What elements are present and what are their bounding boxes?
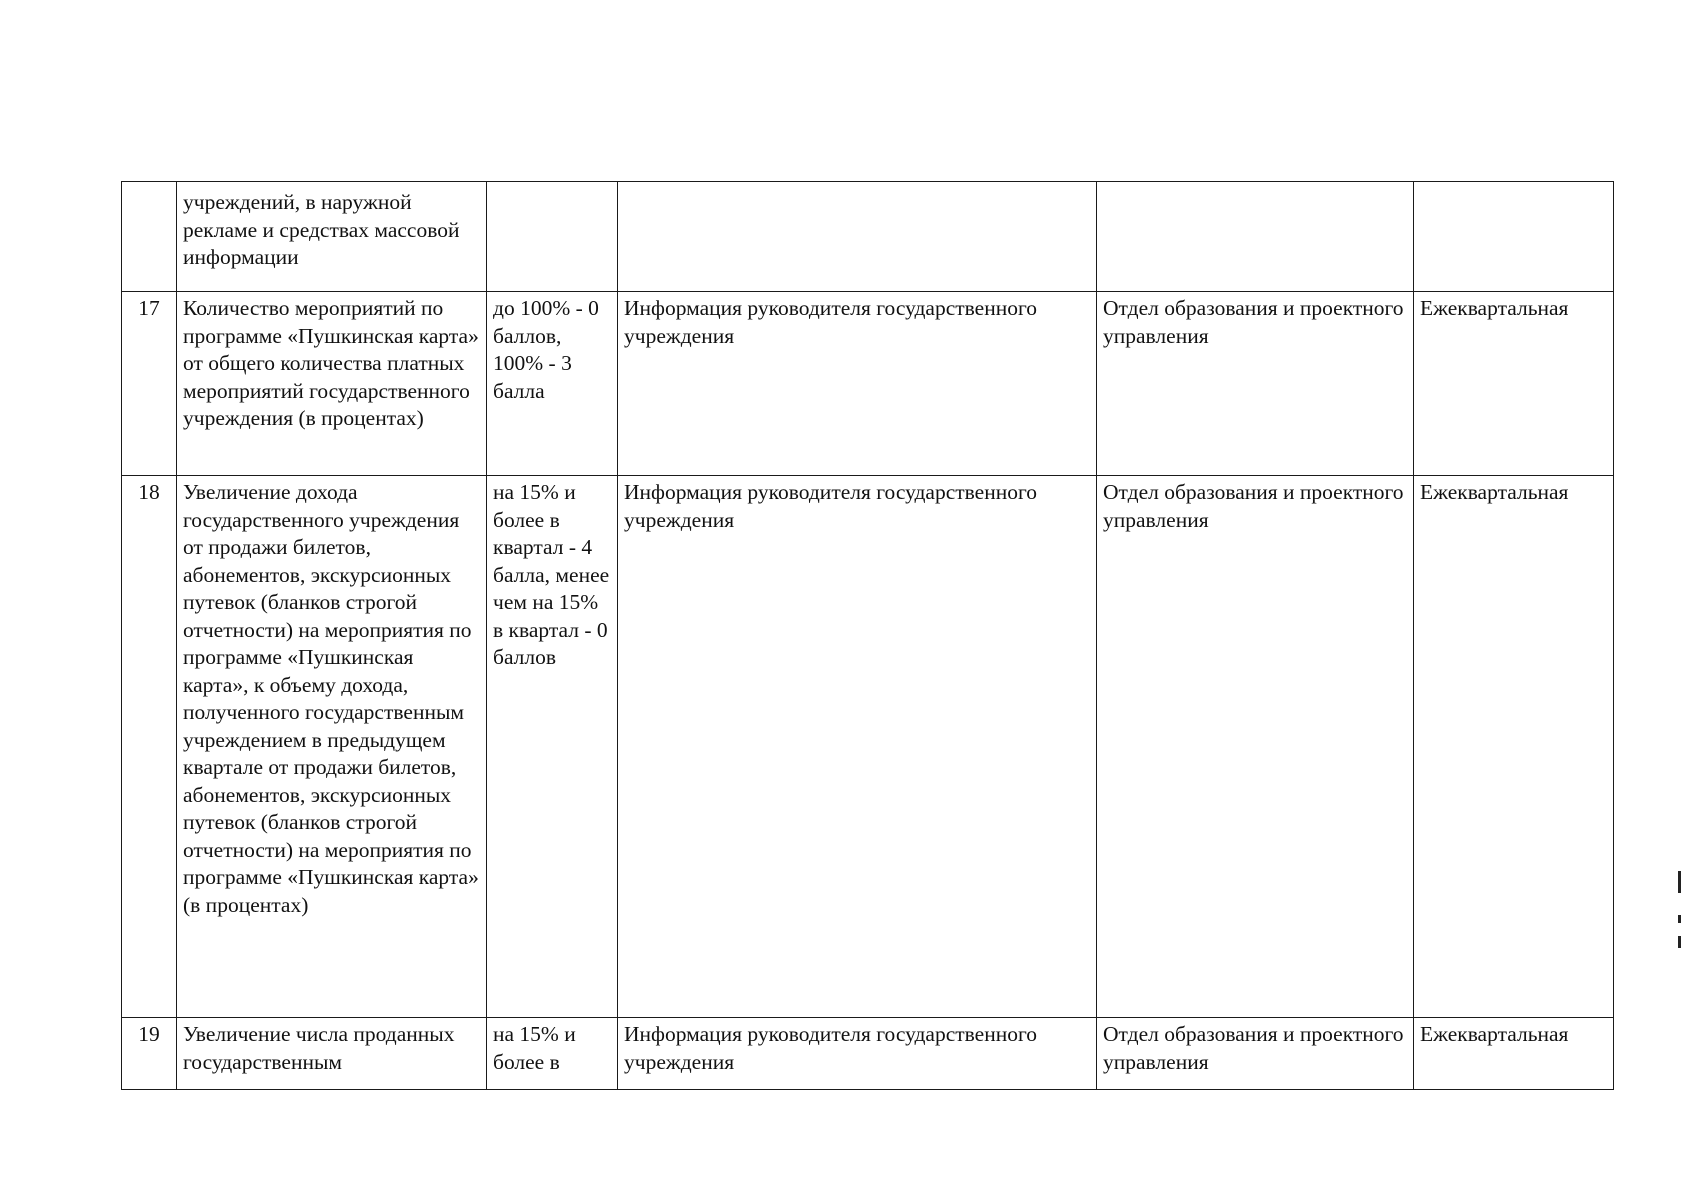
criterion-cell: Увеличение числа проданных государственным [177, 1018, 487, 1090]
score-cell [487, 182, 618, 292]
frequency-cell: Ежеквартальная [1414, 292, 1614, 476]
score-cell: на 15% и более в [487, 1018, 618, 1090]
table-row [122, 476, 1614, 1018]
score-cell: на 15% и более в квартал - 4 балла, менее чем на 15% в квартал - 0 баллов [487, 476, 618, 1018]
criterion-cell: Увеличение дохода государственного учреждения от продажи билетов, абонементов, экскурсионных путевок (бланков строгой отчетности) на мероприятия по программе «Пушкинская карта», к объему дохода, полученного государственным учреждением в предыдущем квартале от продажи билетов, абонементов, экскурсионных путевок (бланков строгой отчетности) на мероприятия по программе «Пушкинская карта» (в процентах) [177, 476, 487, 1018]
department-cell [1097, 182, 1414, 292]
frequency-cell [1414, 182, 1614, 292]
source-cell: Информация руководителя государственного учреждения [618, 476, 1097, 1018]
table-row [122, 292, 1614, 476]
department-cell: Отдел образования и проектного управления [1097, 1018, 1414, 1090]
row-number: 19 [122, 1018, 177, 1090]
row-number: 17 [122, 292, 177, 476]
frequency-cell: Ежеквартальная [1414, 1018, 1614, 1090]
source-cell: Информация руководителя государственного учреждения [618, 1018, 1097, 1090]
scan-artifact [1678, 936, 1681, 948]
score-cell: до 100% - 0 баллов, 100% - 3 балла [487, 292, 618, 476]
scan-artifact [1678, 915, 1681, 923]
row-number: 18 [122, 476, 177, 1018]
department-cell: Отдел образования и проектного управления [1097, 292, 1414, 476]
indicators-table [121, 181, 1614, 1090]
source-cell: Информация руководителя государственного учреждения [618, 292, 1097, 476]
row-number [122, 182, 177, 292]
criterion-cell: учреждений, в наружной рекламе и средствах массовой информации [177, 182, 487, 292]
scan-artifact [1678, 871, 1681, 893]
source-cell [618, 182, 1097, 292]
department-cell: Отдел образования и проектного управления [1097, 476, 1414, 1018]
table-row [122, 1018, 1614, 1090]
criterion-cell: Количество мероприятий по программе «Пушкинская карта» от общего количества платных мероприятий государственного учреждения (в процентах) [177, 292, 487, 476]
table-row [122, 182, 1614, 292]
frequency-cell: Ежеквартальная [1414, 476, 1614, 1018]
